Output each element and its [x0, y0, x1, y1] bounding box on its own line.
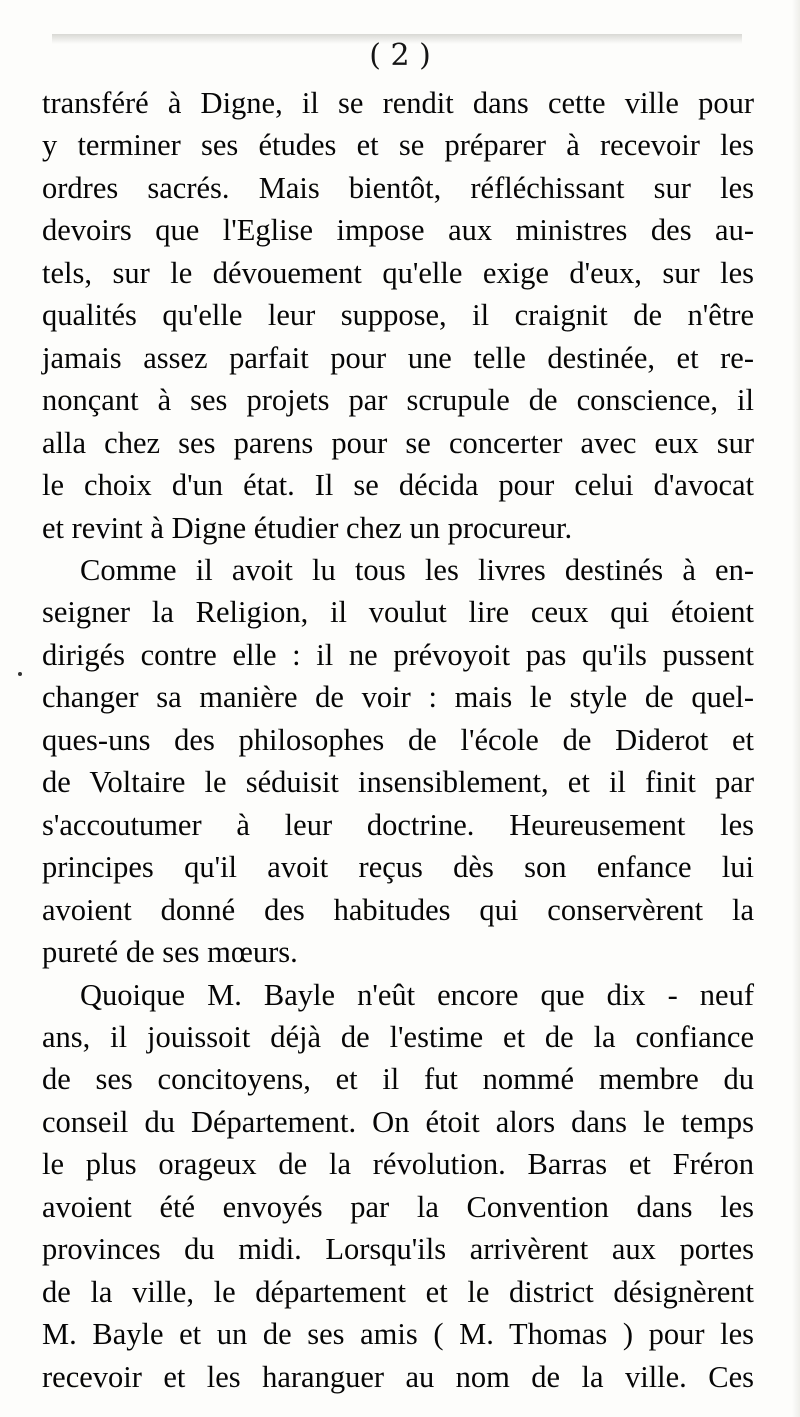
paragraph-2	[42, 549, 754, 974]
text-line: changer sa manière de voir : mais le style de quel-	[42, 680, 754, 715]
text-line: dirigés contre elle : il ne prévoyoit pas qu'ils pussent	[42, 637, 754, 672]
text-line: pureté de ses mœurs.	[42, 935, 298, 970]
text-line: Quoique M. Bayle n'eût encore que dix - neuf	[80, 977, 754, 1012]
text-line: Comme il avoit lu tous les livres destinés à en-	[80, 552, 754, 587]
text-line: ordres sacrés. Mais bientôt, réfléchissant sur les	[42, 170, 754, 205]
text-line: M. Bayle et un de ses amis ( M. Thomas ) pour les	[42, 1317, 754, 1352]
text-line: avoient donné des habitudes qui conservèrent la	[42, 892, 754, 927]
text-line: transféré à Digne, il se rendit dans cette ville pour	[42, 86, 754, 120]
text-line: conseil du Département. On étoit alors dans le temps	[42, 1104, 754, 1139]
text-line: principes qu'il avoit reçus dès son enfance lui	[42, 850, 754, 885]
ink-speck	[18, 672, 22, 676]
text-line: de la ville, le département et le district désignèrent	[42, 1274, 754, 1309]
text-line: de Voltaire le séduisit insensiblement, et il finit par	[42, 765, 754, 800]
text-line: y terminer ses études et se préparer à recevoir les	[42, 128, 754, 163]
page-number: ( 2 )	[369, 38, 431, 73]
text-line: avoient été envoyés par la Convention dans les	[42, 1189, 754, 1224]
text-line: et revint à Digne étudier chez un procureur.	[42, 510, 573, 545]
text-line: nonçant à ses projets par scrupule de conscience, il	[42, 383, 754, 418]
text-line: devoirs que l'Eglise impose aux ministres des au-	[42, 213, 754, 248]
paragraph-1	[42, 82, 754, 549]
text-line: qualités qu'elle leur suppose, il craignit de n'être	[42, 298, 754, 333]
text-line: ans, il jouissoit déjà de l'estime et de la confiance	[42, 1019, 754, 1054]
page-edge-shadow	[792, 0, 800, 1417]
text-line: seigner la Religion, il voulut lire ceux qui étoient	[42, 595, 754, 630]
paragraph-3	[42, 974, 754, 1399]
text-line: de ses concitoyens, et il fut nommé membre du	[42, 1062, 754, 1097]
text-line: tels, sur le dévouement qu'elle exige d'eux, sur les	[42, 255, 754, 290]
body-text	[42, 82, 754, 1398]
text-line: ques-uns des philosophes de l'école de Diderot et	[42, 722, 754, 757]
text-line: recevoir et les haranguer au nom de la ville. Ces	[42, 1359, 754, 1394]
text-line: provinces du midi. Lorsqu'ils arrivèrent aux portes	[42, 1232, 754, 1267]
text-line: le plus orageux de la révolution. Barras et Fréron	[42, 1147, 754, 1182]
text-line: jamais assez parfait pour une telle destinée, et re-	[42, 340, 754, 375]
text-line: le choix d'un état. Il se décida pour celui d'avocat	[42, 468, 754, 503]
text-line: alla chez ses parens pour se concerter avec eux sur	[42, 425, 754, 460]
text-line: s'accoutumer à leur doctrine. Heureusement les	[42, 807, 754, 842]
